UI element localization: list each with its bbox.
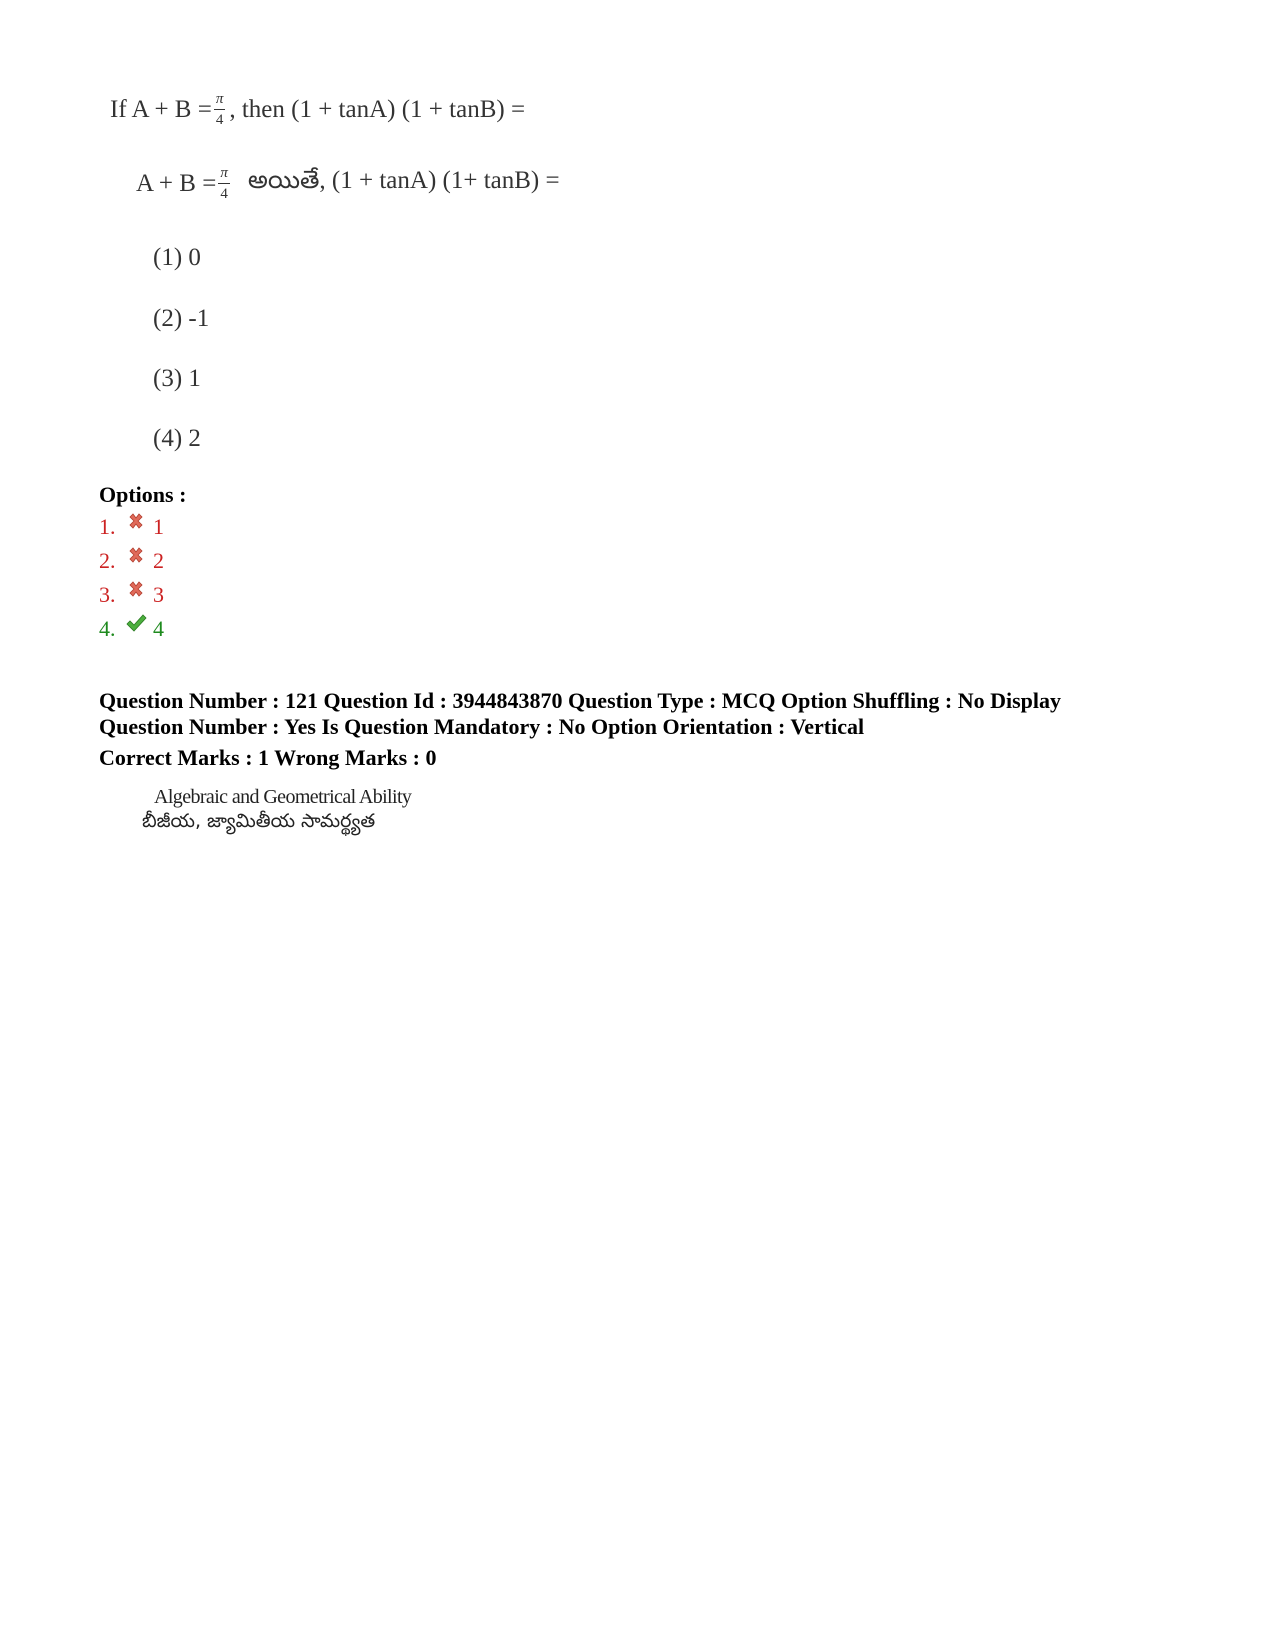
fraction-denominator: 4: [215, 112, 224, 128]
cross-icon: [125, 544, 147, 566]
option-item: [99, 548, 164, 574]
question-english-prefix: If A + B =: [110, 96, 212, 123]
fraction-numerator: π: [214, 92, 226, 110]
fraction-denominator: 4: [220, 186, 228, 202]
question-marks: Correct Marks : 1 Wrong Marks : 0: [99, 745, 437, 770]
question-english: [110, 92, 525, 128]
cross-icon: [125, 578, 147, 600]
option-number: 1.: [99, 514, 116, 539]
option-number: 3.: [99, 582, 116, 607]
pi-over-4-fraction: [214, 92, 226, 128]
option-item: [99, 582, 164, 608]
choice-item: (1) 0: [153, 244, 201, 271]
option-value: 3: [153, 582, 164, 607]
pi-over-4-fraction: [218, 166, 230, 202]
section-label: [142, 786, 442, 846]
question-telugu-suffix: అయితే, (1 + tanA) (1+ tanB) =: [247, 167, 560, 194]
option-number: 4.: [99, 616, 116, 641]
check-icon: [125, 612, 147, 634]
fraction-numerator: π: [218, 166, 230, 184]
choice-item: (2) -1: [153, 305, 210, 332]
question-meta-line-2: Question Number : Yes Is Question Mandatory : No Option Orientation : Vertical: [99, 714, 865, 739]
choice-item: (3) 1: [153, 365, 201, 392]
option-item: [99, 514, 164, 540]
options-heading: Options :: [99, 482, 187, 507]
question-telugu-prefix: A + B =: [136, 170, 217, 197]
option-value: 1: [153, 514, 164, 539]
cross-icon: [125, 510, 147, 532]
option-number: 2.: [99, 548, 116, 573]
section-label-english: Algebraic and Geometrical Ability: [154, 786, 412, 808]
question-telugu: [136, 166, 560, 202]
section-label-telugu: బీజీయ, జ్యామితీయ సామర్థ్యత: [142, 810, 376, 832]
question-meta-line-1: Question Number : 121 Question Id : 3944843870 Question Type : MCQ Option Shuffling : No Display: [99, 688, 1062, 713]
option-value: 4: [153, 616, 164, 641]
option-item: [99, 616, 164, 642]
question-english-suffix: , then (1 + tanA) (1 + tanB) =: [229, 96, 526, 123]
choice-item: (4) 2: [153, 425, 201, 452]
option-value: 2: [153, 548, 164, 573]
